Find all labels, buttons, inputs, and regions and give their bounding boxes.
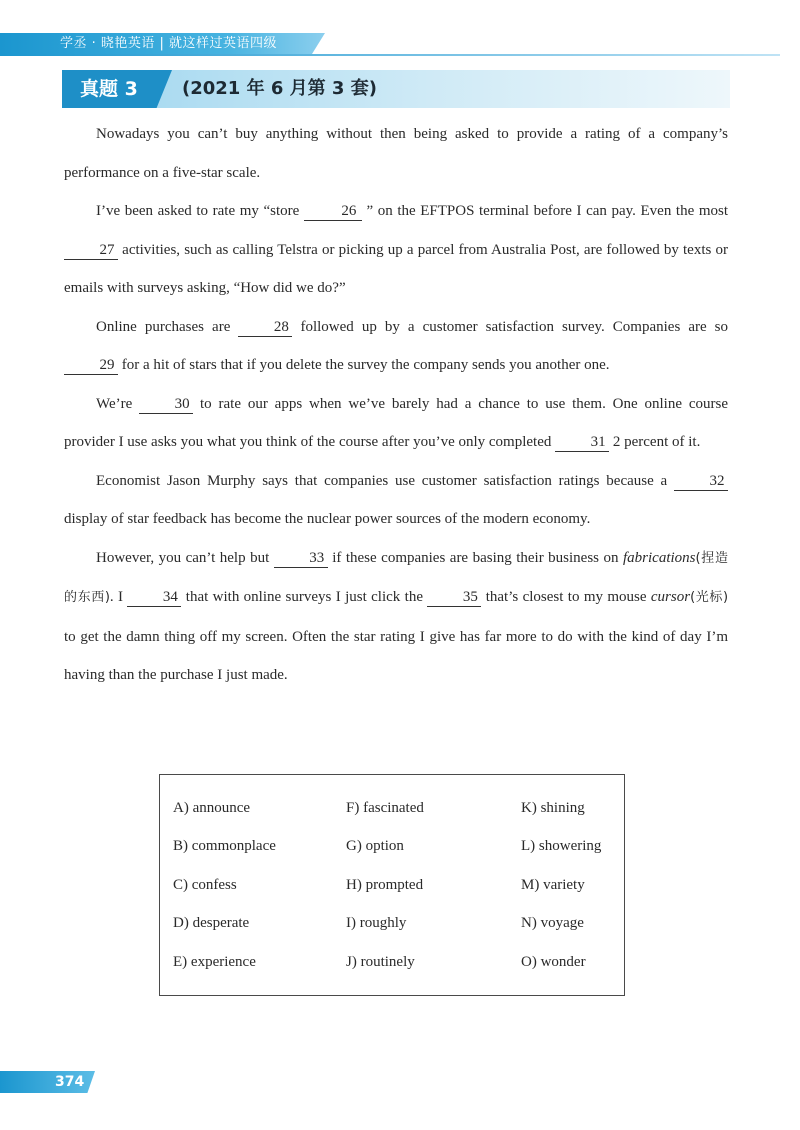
word-bank	[159, 774, 625, 996]
blank-30: 30	[139, 396, 193, 414]
paragraph-1	[64, 115, 728, 192]
blank-33: 33	[274, 550, 328, 568]
option-i: I) roughly	[346, 915, 407, 931]
paragraph-2	[64, 192, 728, 308]
option-h: H) prompted	[346, 877, 424, 893]
option-m: M) variety	[521, 877, 585, 893]
term-fabrications: fabrications	[622, 549, 696, 566]
paragraph-6-text-f: to get the damn thing off my screen. Often the star rating I give has far more to do with the kind of day I’m having than the purchase I just made.	[64, 628, 728, 683]
paragraph-6-text-b: if these companies are basing their business on	[332, 549, 619, 566]
paragraph-3	[64, 308, 728, 385]
option-f: F) fascinated	[346, 800, 424, 816]
option-a: A) announce	[173, 800, 251, 816]
paragraph-6-text-e: that’s closest to my mouse	[485, 589, 647, 605]
header-rule	[0, 54, 780, 56]
passage	[64, 115, 728, 695]
paragraph-2-text-c: activities, such as calling Telstra or picking up a parcel from Australia Post, are followed by texts or emails with surveys asking, “How did we do?”	[64, 241, 728, 296]
paragraph-4-text-c: 2 percent of it.	[612, 434, 701, 450]
paragraph-6-text-c: . I	[109, 589, 124, 605]
paragraph-2-text-b: ” on the EFTPOS terminal before I can pay. Even the most	[366, 203, 729, 219]
option-d: D) desperate	[173, 915, 250, 931]
option-c: C) confess	[173, 877, 237, 893]
blank-26: 26	[304, 203, 362, 221]
option-e: E) experience	[173, 954, 256, 970]
paragraph-6-text-a: However, you can’t help but	[96, 549, 270, 566]
blank-35: 35	[427, 589, 481, 607]
page-number: 374	[55, 1074, 85, 1090]
paragraph-5-text-a: Economist Jason Murphy says that companies use customer satisfaction ratings because a	[96, 472, 668, 489]
paragraph-4-text-b: to rate our apps when we’ve barely had a chance to use them. One online course provider I use asks you what you think of the course after you’ve only completed	[64, 395, 729, 450]
paragraph-3-text-a: Online purchases are	[96, 318, 231, 335]
paragraph-4	[64, 385, 728, 462]
paragraph-6-text-d: that with online surveys I just click the	[185, 589, 423, 605]
option-l: L) showering	[521, 838, 602, 854]
blank-32: 32	[674, 473, 728, 491]
option-k: K) shining	[521, 800, 585, 816]
option-g: G) option	[346, 838, 404, 854]
paragraph-6	[64, 539, 728, 695]
paragraph-5	[64, 462, 728, 539]
option-o: O) wonder	[521, 954, 586, 970]
paragraph-3-text-c: for a hit of stars that if you delete the survey the company sends you another one.	[121, 357, 610, 373]
blank-29: 29	[64, 357, 118, 375]
term-cursor: cursor	[650, 589, 691, 605]
paragraph-4-text-a: We’re	[96, 395, 133, 412]
blank-28: 28	[238, 319, 292, 337]
blank-31: 31	[555, 434, 609, 452]
gloss-cursor: (光标)	[690, 590, 729, 605]
paragraph-2-text-a: I’ve been asked to rate my “store	[96, 203, 300, 219]
series-title: 学丞 · 晓艳英语 | 就这样过英语四级	[60, 36, 278, 51]
gloss-fabrications: (捏造的东西)	[64, 550, 729, 605]
blank-27: 27	[64, 242, 118, 260]
paragraph-1-text: Nowadays you can’t buy anything without then being asked to provide a rating of a company’s performance on a five-star scale.	[64, 126, 728, 181]
option-b: B) commonplace	[173, 838, 276, 854]
exam-date: (2021 年 6 月第 3 套)	[182, 78, 377, 99]
paragraph-3-text-b: followed up by a customer satisfaction survey. Companies are so	[300, 318, 729, 335]
blank-34: 34	[127, 589, 181, 607]
exam-label: 真题 3	[80, 78, 138, 100]
paragraph-5-text-b: display of star feedback has become the nuclear power sources of the modern economy.	[64, 511, 591, 527]
option-j: J) routinely	[346, 954, 415, 970]
option-n: N) voyage	[521, 915, 584, 931]
